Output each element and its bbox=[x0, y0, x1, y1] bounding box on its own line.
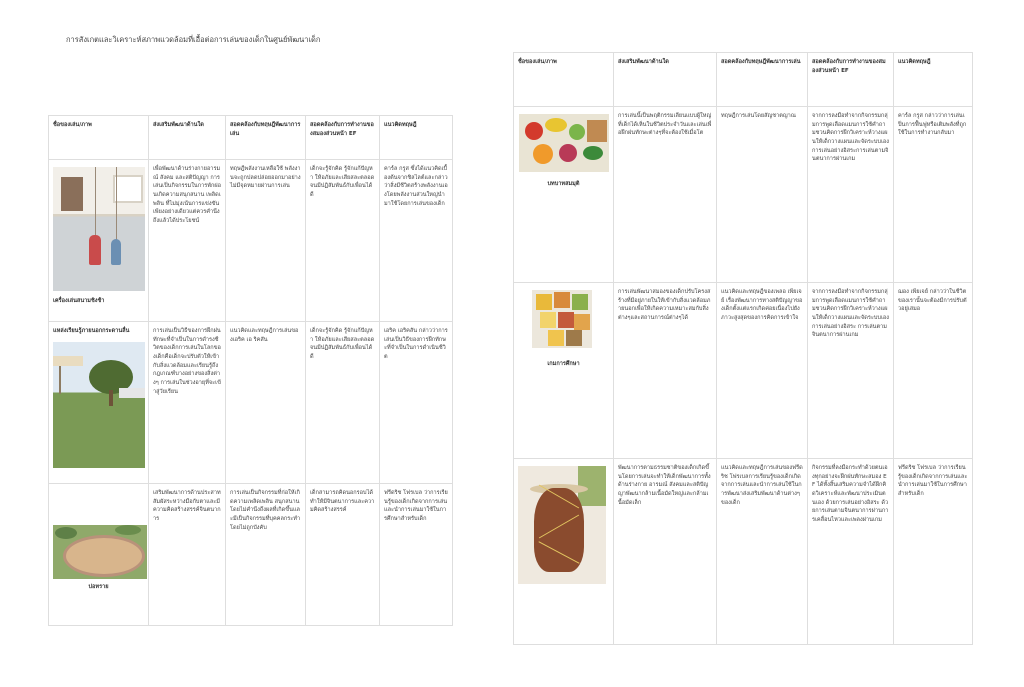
toy-name: บทบาทสมมุติ bbox=[547, 181, 580, 187]
sandbox-photo bbox=[53, 525, 147, 579]
toy-cell bbox=[49, 484, 149, 626]
table-header-row bbox=[514, 53, 973, 107]
header-ef: สอดคล้องกับการทำงานของสมองส่วนหน้า EF bbox=[306, 116, 380, 160]
header-concept: แนวคิดทฤษฎี bbox=[894, 53, 973, 107]
theory-cell: ทฤษฎีพลังงานเหลือใช้ พลังงานจะถูกปลดปล่อยออกมาอย่างไม่มีจุดหมายผ่านการเล่น bbox=[226, 160, 306, 322]
outdoor-slide-photo bbox=[53, 342, 145, 468]
theory-cell: แนวคิดและทฤษฎีการเล่นของฟรีดริช โฟรเบลการเรียนรู้ของเด็กเกิดจากการเล่นและนำการเล่นใช้ในการพัฒนาส่งเสริมพัฒนาด้านต่างๆของเด็ก bbox=[717, 459, 808, 645]
educational-game-blocks-photo bbox=[532, 290, 592, 348]
toy-cell bbox=[514, 283, 614, 459]
ef-cell: จากการลงมือทำจากกิจกรรมกลุ่มการพูดเลือดแมนการใช้คำถามชวนคิดการฝึกวิเคราะห์วางแผนให้เด็กวางแผนและจัดระบบเอง การเล่นอย่างอิสระ การเล่นตามจินตนาการผ่านเกม bbox=[808, 283, 894, 459]
development-cell: การเล่นเป็นวิธีของการฝึกฝนทักษะที่จำเป็นในการดำรงชีวิตของเด็กการเล่นในโลกของเด็กคือเด็กจะปรับตัวให้เข้ากับสิ่งแวดล้อมและเรียนรู้ถึงกฎเกณฑ์บางอย่างของสิ่งต่างๆ การเล่นในช่วงอายุที่จะเข้าสู่วัยเรียน bbox=[149, 322, 226, 484]
playground-swing-photo bbox=[53, 167, 145, 291]
toy-cell bbox=[514, 107, 614, 283]
concept-cell: เอริค เอริคสัน กล่าวว่าการเล่นเป็นวิธีของการฝึกทักษะที่จำเป็นในการดำเนินชีวิต bbox=[380, 322, 453, 484]
table-row bbox=[49, 160, 453, 322]
right-page-table bbox=[513, 52, 973, 645]
toy-name: แหล่งเรียนรู้ภายนอกกระดานลื่น bbox=[53, 328, 130, 334]
ef-cell: กิจกรรมที่ลงมือกระทำด้วยตนเองทุกอย่างจะฝึกฝนทักษะสมอง EF ได้ทั้งสิ้นเสริมความจำได้ฝึกคิดวิเคราะห์และพัฒนาประเมินตนเอง ด้วยการเล่นอย่างอิสระ ด้วยการเล่นตามจินตนาการผ่านการเคลื่อนไหวและเพลงผ่านเกม bbox=[808, 459, 894, 645]
header-development: ส่งเสริมพัฒนาด้านใด bbox=[614, 53, 717, 107]
theory-cell: แนวคิดและทฤษฎีการเล่นของเอริค เอ ริคสัน bbox=[226, 322, 306, 484]
concept-cell: ฟรีดริช โฟรเบล ว่าการเรียนรู้ของเด็กเกิดจากการเล่นและนำการเล่นมาใช้ในการศึกษาสำหรับเด็ก bbox=[380, 484, 453, 626]
development-cell: การเล่นพัฒนาสมองของเด็กปรับโครงสร้างที่มีอยู่ภายในให้เข้ากับสิ่งแวดล้อมภายนอกเพื่อให้เกิดความเหมาะสมกับสิ่งต่างๆและสถานการณ์ต่างๆได้ bbox=[614, 283, 717, 459]
header-play-theory: สอดคล้องกับทฤษฎีพัฒนาการเล่น bbox=[226, 116, 306, 160]
table-row bbox=[49, 322, 453, 484]
left-page-table bbox=[48, 115, 453, 626]
concept-cell: คาร์ล กรูส กล่าวว่าการเล่นเป็นการฟื้นฟูหรือเติมพลังที่ถูกใช้ในการทำงานกลับมา bbox=[894, 107, 973, 283]
development-cell: เพื่อพัฒนาด้านร่างกายอารมณ์ สังคม และสติปัญญา การเล่นเป็นกิจกรรมในการพักผ่อนเกิดความสนุกสนาน เพลิดเพลิน ที่ไม่มุ่งเน้นการแข่งขัน เพียงอย่างเดียวแต่ควรคำนึงถึงแล้วได้ประโยชน์ bbox=[149, 160, 226, 322]
development-cell: พัฒนาการตามธรรมชาติของเด็กเกิดขึ้นโดยการเล่นจะทำให้เด็กพัฒนาการทั้งด้านร่างกาย อารมณ์ สังคมและสติปัญญาพัฒนากล้ามเนื้อมัดใหญ่และกล้ามเนื้อมัดเล็ก bbox=[614, 459, 717, 645]
document-title: การสังเกตและวิเคราะห์สภาพแวดล้อมที่เอื้อต่อการเล่นของเด็กในศูนย์พัฒนาเด็ก bbox=[66, 35, 321, 44]
theory-cell: ทฤษฎีการเล่นโดยสัญชาตญาณ bbox=[717, 107, 808, 283]
theory-cell: แนวคิดและทฤษฎีของเพลอ เพียเจย์ เรื่องพัฒนาการทางสติปัญญาของเด็กตั้งแต่แรกเกิดค่อยเนื่องไปยังภาวะสูงสุดของการคิดการเข้าใจ bbox=[717, 283, 808, 459]
theory-cell: การเล่นเป็นกิจกรรมที่ก่อให้เกิดความเพลิดเพลิน สนุกสนาน โดยไม่คำนึงถึงผลที่เกิดขึ้นและมีเป็นกิจกรรมที่บุคคลกระทำโดยไม่ถูกบังคับ bbox=[226, 484, 306, 626]
header-toy-name: ชื่อของเล่น/ภาพ bbox=[49, 116, 149, 160]
toy-cell bbox=[49, 322, 149, 484]
toy-cell bbox=[49, 160, 149, 322]
toy-name: เกมการศึกษา bbox=[547, 361, 580, 367]
header-toy-name: ชื่อของเล่น/ภาพ bbox=[514, 53, 614, 107]
development-cell: เสริมพัฒนาการด้านประสาทสัมผัสระหว่างมือกับตาและมีความคิดสร้างสรรค์จินตนาการ bbox=[149, 484, 226, 626]
table-row bbox=[514, 459, 973, 645]
toy-name: บ่อทราย bbox=[88, 584, 109, 590]
table-row bbox=[514, 107, 973, 283]
concept-cell: คาร์ล กรูส ซึ่งได้แนวคิดเบื้องต้นจากชิลไลต์และกล่าวว่าสิ่งมีชีวิตสร้างพลังงานเองโดยพลังงานส่วนใหญ่นำมาใช้โดยการเล่นของเด็ก bbox=[380, 160, 453, 322]
header-ef: สอดคล้องกับการทำงานของสมองส่วนหน้า EF bbox=[808, 53, 894, 107]
table-row bbox=[514, 283, 973, 459]
header-play-theory: สอดคล้องกับทฤษฎีพัฒนาการเล่น bbox=[717, 53, 808, 107]
role-play-fruit-toys-photo bbox=[519, 114, 609, 172]
toy-cell bbox=[514, 459, 614, 645]
ef-cell: เด็กสามารถคิดนอกรอบได้ทำให้มีจินตนาการและความคิดสร้างสรรค์ bbox=[306, 484, 380, 626]
concept-cell: ฌอง เพียเจย์ กล่าวว่าในชีวิตของเรานั้นจะต้องมีการปรับตัวอยู่เสมอ bbox=[894, 283, 973, 459]
toy-name: เครื่องเล่นสนามชิงช้า bbox=[53, 298, 105, 304]
header-development: ส่งเสริมพัฒนาด้านใด bbox=[149, 116, 226, 160]
concept-cell: ฟรีดริช โฟรเบล ว่าการเรียนรู้ของเด็กเกิดจากการเล่นและนำการเล่นมาใช้ในการศึกษาสำหรับเด็ก bbox=[894, 459, 973, 645]
ef-cell: เด็กจะรู้จักคิด รู้จักแก้ปัญหา ให้อภัยและเสียสละตลอดจนมีปฏิสัมพันธ์กับเพื่อนได้ดี bbox=[306, 322, 380, 484]
development-cell: การเล่นนี้เป็นพฤติกรรมเลียนแบบผู้ใหญ่ที่เด็กได้เห็นในชีวิตประจำวันและเล่นเพื่อฝึกฝนทักษะต่างๆที่จะต้องใช้เมื่อโต bbox=[614, 107, 717, 283]
ef-cell: เด็กจะรู้จักคิด รู้จักแก้ปัญหา ให้อภัยและเสียสละตลอดจนมีปฏิสัมพันธ์กับเพื่อนได้ดี bbox=[306, 160, 380, 322]
drum-photo bbox=[518, 466, 606, 584]
header-concept: แนวคิดทฤษฎี bbox=[380, 116, 453, 160]
table-row bbox=[49, 484, 453, 626]
ef-cell: จากการลงมือทำจากกิจกรรมกลุ่มการพูดเลือดแมนการใช้คำถามชวนคิดการฝึกวิเคราะห์วางแผนให้เด็กวางแผนและจัดระบบเอง การเล่นอย่างอิสระการเล่นตามจินตนาการผ่านเกม bbox=[808, 107, 894, 283]
table-header-row bbox=[49, 116, 453, 160]
